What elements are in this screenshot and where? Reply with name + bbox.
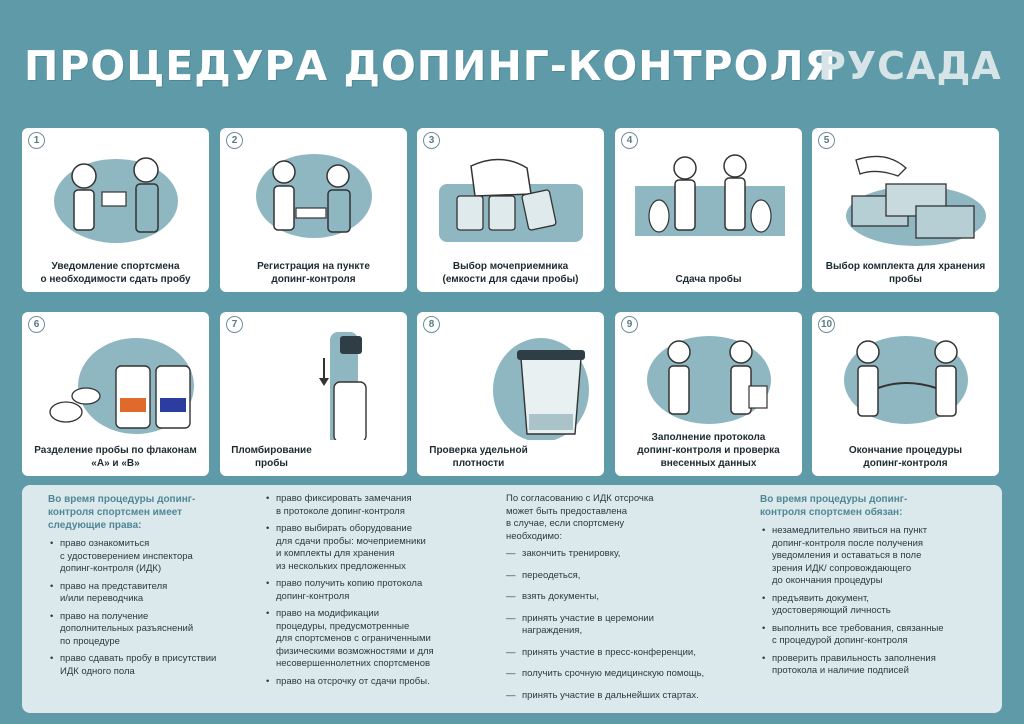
- list-item: • право фиксировать замечания в протоколе допинг-контроля: [264, 493, 494, 518]
- step-number: 9: [621, 316, 638, 333]
- list-item: — закончить тренировку,: [506, 548, 746, 561]
- sample-provision-illustration: [629, 146, 789, 256]
- step-number: 2: [226, 132, 243, 149]
- step-card-7: [220, 312, 407, 476]
- step-caption: Пломбирование пробы: [231, 445, 312, 469]
- storage-kit-illustration: [826, 146, 986, 256]
- page-title: ПРОЦЕДУРА ДОПИНГ-КОНТРОЛЯ: [24, 42, 838, 90]
- rights-column: [48, 493, 248, 683]
- step-caption: Разделение пробы по флаконам «А» и «В»: [34, 445, 197, 469]
- step-number: 7: [226, 316, 243, 333]
- list-item: — принять участие в дальнейших стартах.: [506, 690, 746, 703]
- step-number: 6: [28, 316, 45, 333]
- protocol-filling-illustration: [629, 330, 789, 440]
- step-number: 5: [818, 132, 835, 149]
- step-caption: Окончание процедуры допинг-контроля: [848, 445, 963, 469]
- sealing-illustration: [234, 330, 394, 440]
- step-caption: Уведомление спортсмена о необходимости сдать пробу: [40, 261, 191, 285]
- registration-illustration: [234, 146, 394, 256]
- delay-intro: По согласованию с ИДК отсрочка может быть предоставлена в случае, если спортсмену необходимо:: [506, 493, 654, 542]
- collection-vessel-illustration: [431, 146, 591, 256]
- list-item: • право получить копию протокола допинг-контроля: [264, 578, 494, 603]
- specific-gravity-illustration: [431, 330, 591, 440]
- list-item: • выполнить все требования, связанные с процедурой допинг-контроля: [760, 623, 990, 648]
- step-card-9: [615, 312, 802, 476]
- duties-heading: Во время процедуры допинг- контроля спортсмен обязан:: [760, 494, 908, 518]
- step-caption: Сдача пробы: [675, 274, 742, 285]
- notification-illustration: [36, 146, 196, 256]
- sample-split-illustration: [36, 330, 196, 440]
- duties-column: [760, 493, 990, 683]
- step-caption: Заполнение протокола допинг-контроля и проверка внесенных данных: [637, 432, 780, 469]
- list-item: — получить срочную медицинскую помощь,: [506, 668, 746, 681]
- step-number: 8: [423, 316, 440, 333]
- step-number: 4: [621, 132, 638, 149]
- list-item: • право выбирать оборудование для сдачи пробы: мочеприемники и комплекты для хранения из нескольких предложенных: [264, 523, 494, 573]
- list-item: • незамедлительно явиться на пункт допинг-контроля после получения уведомления и оставаться в поле зрения ИДК/ сопровождающего до окончания процедуры: [760, 525, 990, 588]
- list-item: — взять документы,: [506, 591, 746, 604]
- delay-column: [506, 493, 746, 711]
- handshake-illustration: [826, 330, 986, 440]
- step-caption: Проверка удельной плотности: [429, 445, 528, 469]
- step-card-6: [22, 312, 209, 476]
- step-card-3: [417, 128, 604, 292]
- list-item: • право на модификации процедуры, предусмотренные для спортсменов с ограниченными физическими возможностями и для несовершеннолетних спортсменов: [264, 608, 494, 671]
- step-card-5: [812, 128, 999, 292]
- list-item: • предъявить документ, удостоверяющий личность: [760, 593, 990, 618]
- list-item: — принять участие в пресс-конференции,: [506, 647, 746, 660]
- step-number: 3: [423, 132, 440, 149]
- list-item: • право на отсрочку от сдачи пробы.: [264, 676, 494, 689]
- step-number: 10: [818, 316, 835, 333]
- step-card-10: [812, 312, 999, 476]
- list-item: • право ознакомиться с удостоверением инспектора допинг-контроля (ИДК): [48, 538, 248, 576]
- step-card-8: [417, 312, 604, 476]
- rights-column-2: [264, 493, 494, 693]
- step-number: 1: [28, 132, 45, 149]
- list-item: • право на получение дополнительных разъяснений по процедуре: [48, 611, 248, 649]
- step-caption: Регистрация на пункте допинг-контроля: [257, 261, 370, 285]
- step-card-4: [615, 128, 802, 292]
- step-caption: Выбор комплекта для хранения пробы: [825, 261, 986, 285]
- list-item: — принять участие в церемонии награждения,: [506, 613, 746, 638]
- rusada-logo: РУСАДА: [818, 44, 1002, 88]
- list-item: • проверить правильность заполнения протокола и наличие подписей: [760, 653, 990, 678]
- info-panel: [22, 485, 1002, 713]
- step-card-1: [22, 128, 209, 292]
- step-card-2: [220, 128, 407, 292]
- list-item: • право на представителя и/или переводчика: [48, 581, 248, 606]
- step-caption: Выбор мочеприемника (емкости для сдачи пробы): [442, 261, 579, 285]
- list-item: • право сдавать пробу в присутствии ИДК одного пола: [48, 653, 248, 678]
- rights-heading: Во время процедуры допинг- контроля спортсмен имеет следующие права:: [48, 494, 196, 531]
- list-item: — переодеться,: [506, 570, 746, 583]
